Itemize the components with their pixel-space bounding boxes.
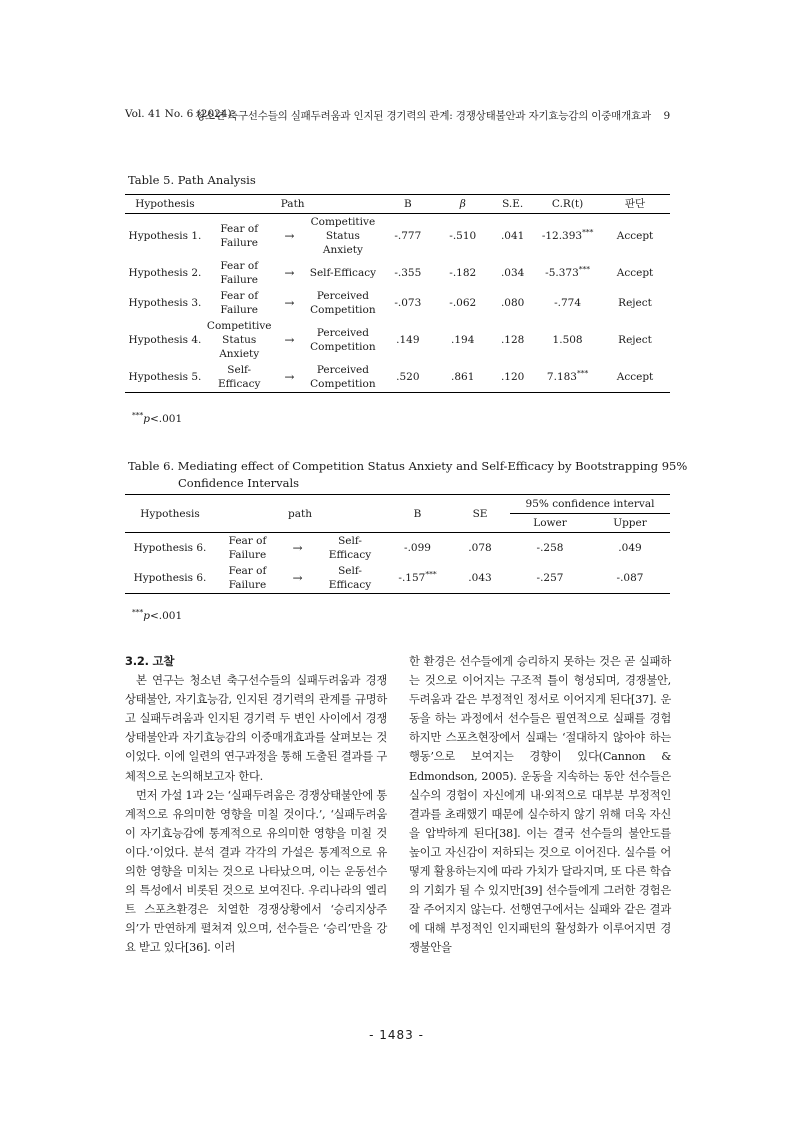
cr-cell: 7.183*** xyxy=(535,362,600,393)
paragraph: 본 연구는 청소년 축구선수들의 실패두려움과 경쟁상태불안, 자기효능감, 인지된 경기력의 관계를 규명하고 실패두려움과 인지된 경기력 두 변인 사이에서 경쟁상태불안과 자기효능감의 이중매개효과를 살펴보는 것이었다. 이에 일련의 연구과정을 통해 도출된 결과를 구체적으로 논의해보고자 한다. xyxy=(125,674,387,783)
ci-upper-cell: -.087 xyxy=(590,563,670,594)
hypothesis-cell: Hypothesis 1. xyxy=(128,230,202,242)
path-from-cell: Fear of Failure xyxy=(220,290,259,316)
path-arrow-cell: → xyxy=(284,266,295,280)
path-arrow-cell: → xyxy=(273,362,305,393)
path-from-cell: Self-Efficacy xyxy=(205,362,274,393)
judgement-cell: Reject xyxy=(618,297,652,309)
beta-cell: -.182 xyxy=(449,267,477,279)
path-to-cell: Perceived Competition xyxy=(310,327,376,353)
hypothesis-cell: Hypothesis 4. xyxy=(128,334,202,346)
b-cell: -.099 xyxy=(404,542,431,554)
b-cell: -.355 xyxy=(394,267,422,279)
b-cell: .149 xyxy=(396,334,420,346)
t5-header-se: S.E. xyxy=(490,195,535,214)
ci-lower-cell: -.258 xyxy=(536,542,564,554)
path-to-cell: Self-Efficacy xyxy=(309,267,377,279)
beta-cell: .194 xyxy=(451,334,475,346)
b-cell: -.073 xyxy=(394,297,422,309)
judgement-cell: Reject xyxy=(618,334,652,346)
path-arrow-cell: → xyxy=(292,541,303,555)
left-column xyxy=(125,652,387,958)
table-row xyxy=(125,318,670,362)
table6-caption: Table 6. Mediating effect of Competition Status Anxiety and Self-Efficacy by Bootstrapping 95% Confidence Intervals xyxy=(128,459,688,490)
ci-upper-cell: .049 xyxy=(618,542,642,554)
judgement-cell: Accept xyxy=(616,230,654,242)
se-cell: .080 xyxy=(500,297,525,309)
t6-header-lower: Lower xyxy=(510,514,590,533)
se-cell: .120 xyxy=(490,362,535,393)
se-cell: .128 xyxy=(500,334,525,346)
hypothesis-cell: Hypothesis 6. xyxy=(125,563,215,594)
ci-lower-cell: -.257 xyxy=(510,563,590,594)
judgement-cell: Accept xyxy=(600,362,670,393)
t6-header-ci: 95% confidence interval xyxy=(510,495,670,514)
table5-note: ***p<.001 xyxy=(132,410,183,425)
right-column xyxy=(409,652,671,958)
t5-header-cr: C.R(t) xyxy=(535,195,600,214)
path-from-cell: Fear of Failure xyxy=(220,260,259,286)
path-to-cell: Self-Efficacy xyxy=(315,563,385,594)
hypothesis-cell: Hypothesis 5. xyxy=(125,362,205,393)
t6-header-path: path xyxy=(215,495,385,533)
t5-header-judge: 판단 xyxy=(600,195,670,214)
t6-header-se: SE xyxy=(450,495,510,533)
t5-header-b: B xyxy=(380,195,435,214)
table6 xyxy=(125,494,670,594)
section-title: 3.2. 고찰 xyxy=(125,654,175,668)
t6-header-upper: Upper xyxy=(590,514,670,533)
table-row xyxy=(125,258,670,288)
path-to-cell: Perceived Competition xyxy=(305,362,380,393)
paragraph: 한 환경은 선수들에게 승리하지 못하는 것은 곧 실패하는 것으로 이어지는 구조적 틀이 형성되며, 경쟁불안, 두려움과 같은 부정적인 정서로 이어지게 된다[37]. 운동을 하는 과정에서 선수들은 필연적으로 실패를 경험하지만 스포츠현장에서 실패는 ‘절대하지 않아야 하는 행동’으로 보여지는 경향이 있다(Cannon & Edmondson, 2005). 운동을 지속하는 동안 선수들은 실수의 경험이 자신에게 내·외적으로 대부분 부정적인 결과를 초래했기 때문에 실수하지 않기 위해 더욱 자신을 압박하게 된다[38]. 이는 결국 선수들의 불안도를 높이고 자신감이 저하되는 것으로 이어진다. 실수를 어떻게 활용하는지에 따라 가치가 달라지며, 또 다른 학습의 기회가 될 수 있지만[39] 선수들에게 그러한 경험은 잘 주어지지 않는다. 선행연구에서는 실패와 같은 결과에 대해 부정적인 인지패턴의 활성화가 이루어지면 경쟁불안을 xyxy=(409,655,671,955)
table-row xyxy=(125,214,670,259)
path-arrow-cell: → xyxy=(280,563,315,594)
table-row xyxy=(125,362,670,393)
path-arrow-cell: → xyxy=(284,229,295,243)
cr-cell: 1.508 xyxy=(552,334,583,346)
t5-header-hypothesis: Hypothesis xyxy=(125,195,205,214)
b-cell: .520 xyxy=(380,362,435,393)
cr-cell: -12.393*** xyxy=(541,227,594,242)
t5-header-path: Path xyxy=(205,195,380,214)
running-title: 청소년 축구선수들의 실패두려움과 인지된 경기력의 관계: 경쟁상태불안과 자기효능감의 이중매개효과 9 xyxy=(194,110,670,122)
path-from-cell: Competitive Status Anxiety xyxy=(206,320,272,360)
hypothesis-cell: Hypothesis 2. xyxy=(128,267,202,279)
hypothesis-cell: Hypothesis 3. xyxy=(128,297,202,309)
table5 xyxy=(125,194,670,393)
b-cell: -.777 xyxy=(394,230,422,242)
cr-cell: -.774 xyxy=(554,297,582,309)
page-number: - 1483 - xyxy=(369,1028,424,1042)
table-row xyxy=(125,563,670,594)
se-cell: .041 xyxy=(500,230,525,242)
table-row xyxy=(125,533,670,564)
se-cell: .043 xyxy=(450,563,510,594)
t6-header-hypothesis: Hypothesis xyxy=(125,495,215,533)
table5-caption: Table 5. Path Analysis xyxy=(128,173,256,187)
path-from-cell: Fear of Failure xyxy=(220,223,259,249)
path-from-cell: Fear of Failure xyxy=(228,535,267,561)
judgement-cell: Accept xyxy=(616,267,654,279)
path-from-cell: Fear of Failure xyxy=(215,563,280,594)
se-cell: .078 xyxy=(468,542,492,554)
beta-cell: -.062 xyxy=(449,297,477,309)
path-to-cell: Competitive Status Anxiety xyxy=(310,216,376,256)
hypothesis-cell: Hypothesis 6. xyxy=(133,542,207,554)
cr-cell: -5.373*** xyxy=(545,264,591,279)
b-cell: -.157*** xyxy=(385,563,450,594)
path-arrow-cell: → xyxy=(284,333,295,347)
path-to-cell: Self-Efficacy xyxy=(328,535,372,561)
beta-cell: .861 xyxy=(435,362,490,393)
path-arrow-cell: → xyxy=(284,296,295,310)
t5-header-beta: β xyxy=(435,195,490,214)
running-header xyxy=(125,108,670,128)
beta-cell: -.510 xyxy=(449,230,477,242)
se-cell: .034 xyxy=(500,267,525,279)
journal-volume: Vol. 41 No. 6 (2024) xyxy=(125,108,232,120)
t6-header-b: B xyxy=(385,495,450,533)
path-to-cell: Perceived Competition xyxy=(310,290,376,316)
table6-note: ***p<.001 xyxy=(132,607,183,622)
paragraph: 먼저 가설 1과 2는 ‘실패두려움은 경쟁상태불안에 통계적으로 유의미한 영향을 미칠 것이다.’, ‘실패두려움이 자기효능감에 통계적으로 유의미한 영향을 미칠 것이다.’이었다. 분석 결과 각각의 가설은 통계적으로 유의한 영향을 미치는 것으로 나타났으며, 이는 운동선수의 특성에서 비롯된 것으로 보여진다. 우리나라의 엘리트 스포츠환경은 치열한 경쟁상황에서 ‘승리지상주의’가 만연하게 펼쳐져 있으며, 선수들은 ‘승리’만을 강요 받고 있다[36]. 이러 xyxy=(125,788,387,955)
table-row xyxy=(125,288,670,318)
